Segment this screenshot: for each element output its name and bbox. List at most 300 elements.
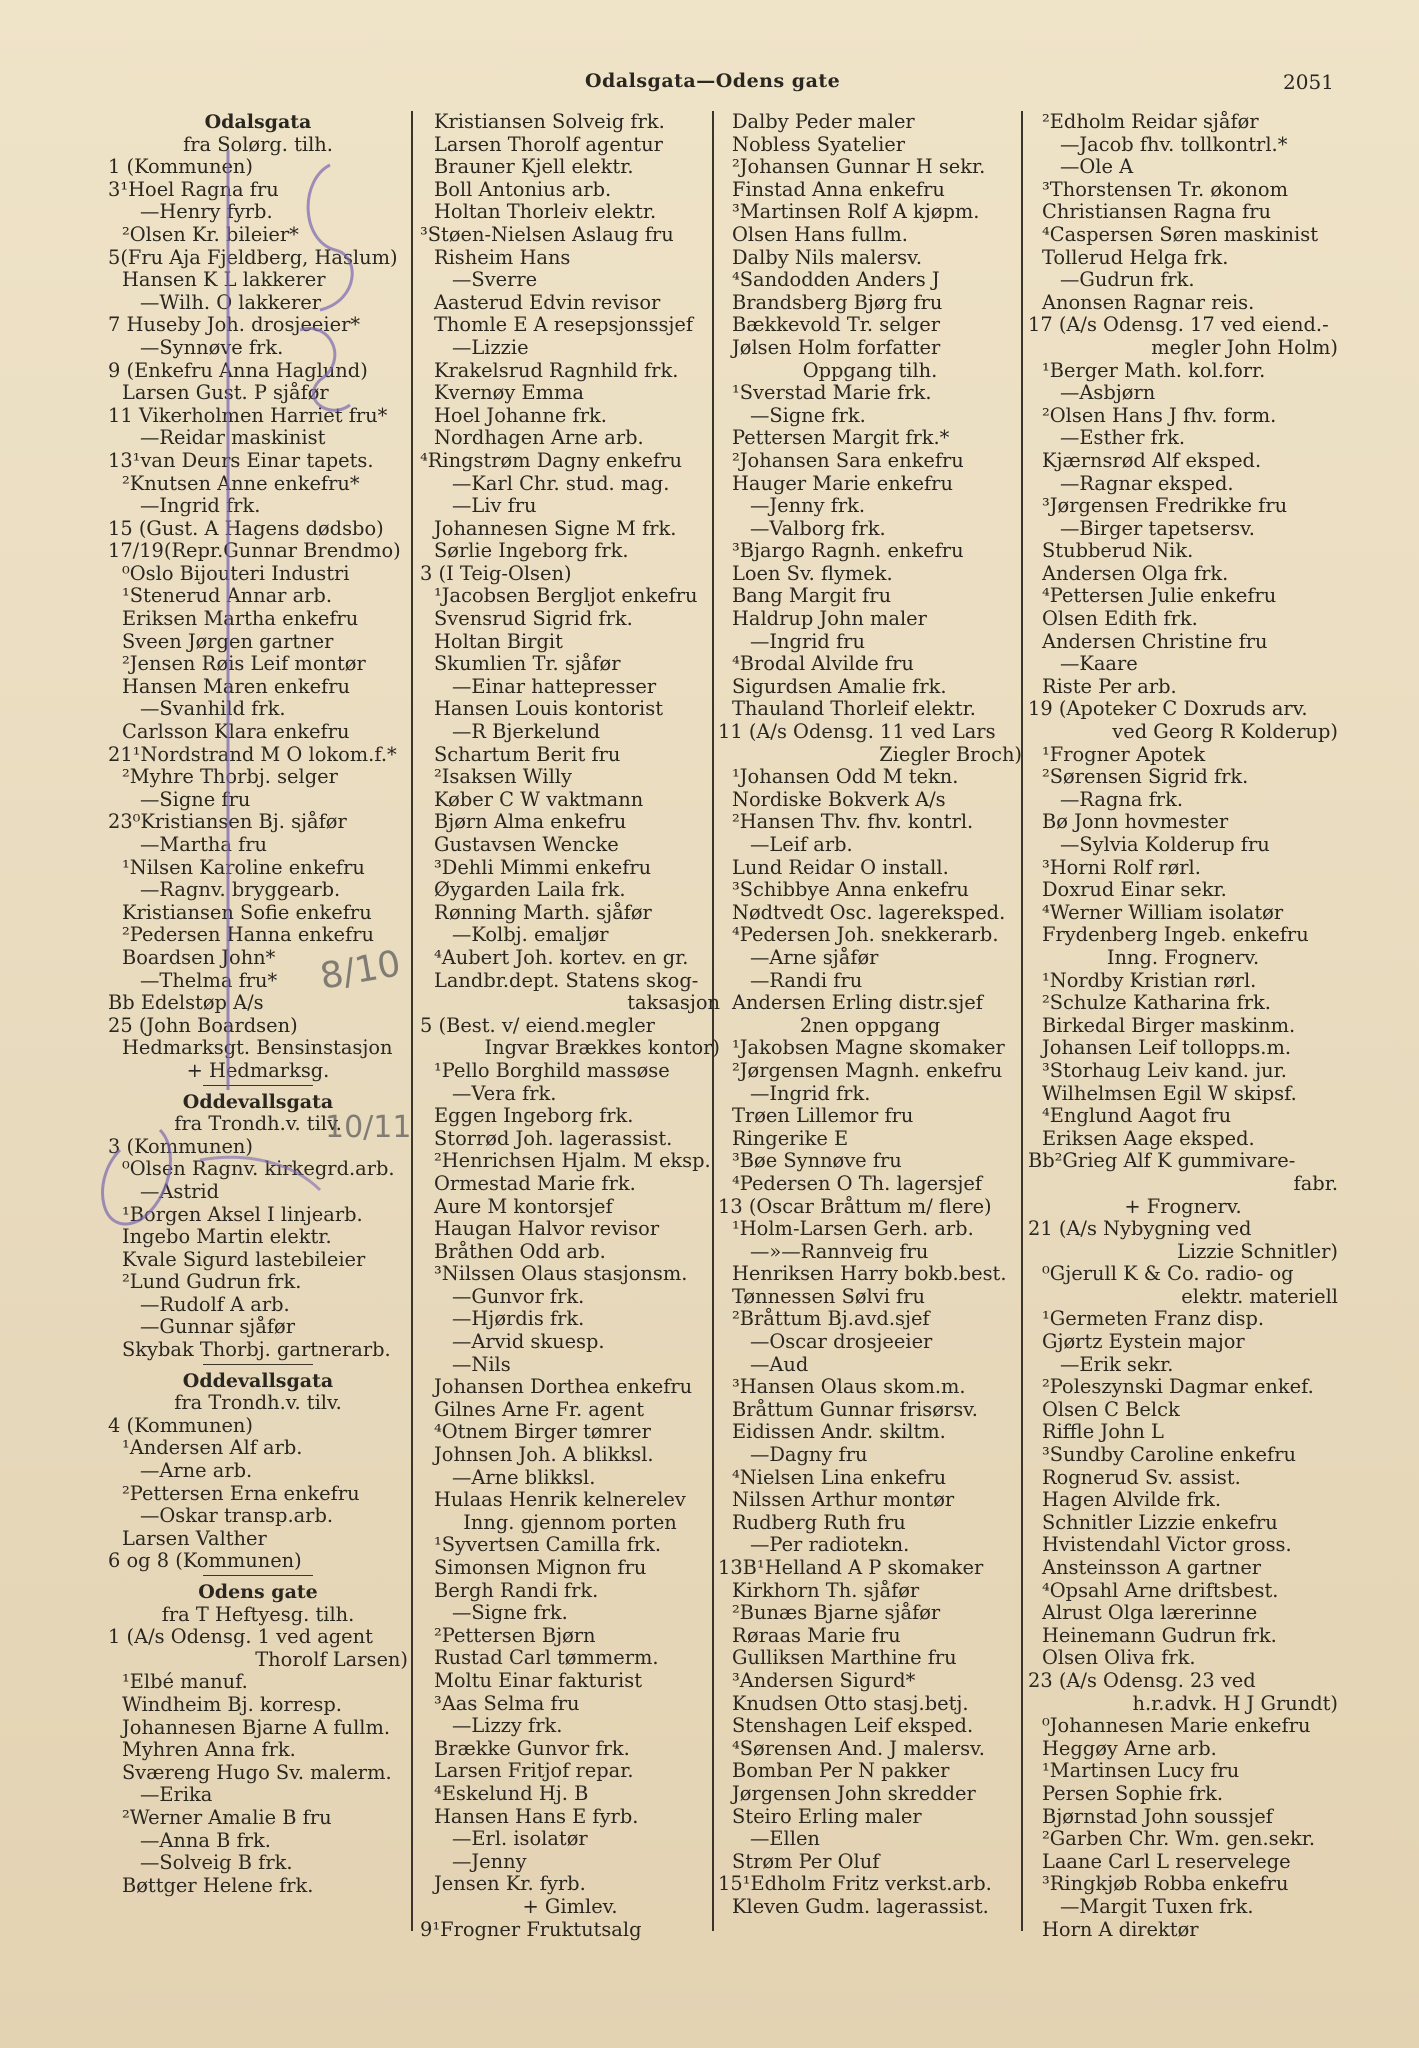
directory-entry: ³Hansen Olaus skom.m. xyxy=(732,1376,966,1399)
directory-entry: ¹Frogner Apotek xyxy=(1042,743,1206,766)
directory-entry: —Oscar drosjeeier xyxy=(750,1331,933,1354)
directory-entry: —Aud xyxy=(750,1353,809,1376)
directory-entry: Bøttger Helene frk. xyxy=(122,1874,314,1897)
directory-entry: ¹Germeten Franz disp. xyxy=(1042,1308,1265,1331)
directory-entry: —Svanhild frk. xyxy=(140,698,286,721)
directory-entry: Kristiansen Sofie enkefru xyxy=(122,901,372,924)
street-heading: Oddevallsgata xyxy=(182,1090,334,1113)
directory-entry: ²Johansen Gunnar H sekr. xyxy=(732,156,986,179)
directory-entry: 15¹Edholm Fritz verkst.arb. xyxy=(718,1873,992,1896)
directory-entry: Loen Sv. flymek. xyxy=(732,562,893,585)
directory-entry: —Randi fru xyxy=(750,969,863,992)
directory-entry: Svensrud Sigrid frk. xyxy=(434,608,633,631)
directory-entry: Laane Carl L reservelege xyxy=(1042,1850,1291,1873)
directory-entry: ⁴Werner William isolatør xyxy=(1042,901,1284,924)
directory-entry: Skybak Thorbj. gartnerarb. xyxy=(122,1339,391,1362)
directory-entry: —Einar hattepresser xyxy=(452,675,657,698)
directory-entry: Bækkevold Tr. selger xyxy=(732,314,941,337)
directory-entry: Persen Sophie frk. xyxy=(1042,1782,1224,1805)
directory-entry: Sigurdsen Amalie frk. xyxy=(732,675,947,698)
directory-entry: —Karl Chr. stud. mag. xyxy=(452,472,670,495)
directory-entry: —R Bjerkelund xyxy=(452,721,600,744)
directory-entry: ²Hansen Thv. fhv. kontrl. xyxy=(732,811,974,834)
directory-entry: ²Sørensen Sigrid frk. xyxy=(1042,766,1249,789)
directory-entry: Schnitler Lizzie enkefru xyxy=(1042,1511,1278,1534)
directory-entry: ²Poleszynski Dagmar enkef. xyxy=(1042,1376,1314,1399)
directory-entry: Johnsen Joh. A blikksl. xyxy=(434,1444,654,1467)
directory-entry: Tollerud Helga frk. xyxy=(1042,246,1229,269)
directory-entry: 23⁰Kristiansen Bj. sjåfør xyxy=(108,811,347,834)
directory-entry: Nilssen Arthur montør xyxy=(732,1489,955,1512)
directory-entry: Nobless Syatelier xyxy=(732,133,906,156)
directory-entry: ²Jørgensen Magnh. enkefru xyxy=(732,1059,1003,1082)
directory-entry: Storrød Joh. lagerassist. xyxy=(434,1127,673,1150)
directory-entry: Riffle John L xyxy=(1042,1421,1164,1444)
directory-entry: ²Garben Chr. Wm. gen.sekr. xyxy=(1042,1828,1316,1851)
directory-entry: Schartum Berit fru xyxy=(434,743,621,766)
directory-entry: Hedmarksgt. Bensinstasjon xyxy=(122,1037,393,1060)
directory-entry: Olsen Hans fullm. xyxy=(732,223,908,246)
directory-entry: ¹Andersen Alf arb. xyxy=(122,1437,303,1460)
directory-entry: Doxrud Einar sekr. xyxy=(1042,879,1227,902)
directory-entry: —Ole A xyxy=(1060,156,1134,179)
directory-entry: ⁴Brodal Alvilde fru xyxy=(732,653,914,676)
directory-entry: Aasterud Edvin revisor xyxy=(434,291,661,314)
directory-entry: —Reidar maskinist xyxy=(140,427,326,450)
directory-entry: Thauland Thorleif elektr. xyxy=(732,698,976,721)
directory-entry: Johannesen Signe M frk. xyxy=(434,517,677,540)
directory-entry: —»—Rannveig fru xyxy=(750,1240,929,1263)
directory-entry: —Asbjørn xyxy=(1060,382,1156,405)
directory-entry: ¹Borgen Aksel I linjearb. xyxy=(122,1203,363,1226)
directory-entry: Hulaas Henrik kelnerelev xyxy=(434,1489,686,1512)
directory-entry: ²Johansen Sara enkefru xyxy=(732,449,964,472)
directory-entry: Tønnessen Sølvi fru xyxy=(732,1285,925,1308)
directory-entry: ³Bjargo Ragnh. enkefru xyxy=(732,540,964,563)
directory-entry: Larsen Thorolf agentur xyxy=(434,133,663,156)
directory-entry: Kleven Gudm. lagerassist. xyxy=(732,1895,989,1918)
directory-entry: Ziegler Broch) xyxy=(879,743,1022,766)
directory-entry: 23 (A/s Odensg. 23 ved xyxy=(1028,1669,1256,1692)
directory-entry: ¹Nordby Kristian rørl. xyxy=(1042,969,1257,992)
directory-entry: —Erl. isolatør xyxy=(452,1828,588,1851)
directory-entry: Horn A direktør xyxy=(1042,1918,1199,1941)
directory-entry: ¹Jacobsen Bergljot enkefru xyxy=(434,585,698,608)
directory-entry: ²Edholm Reidar sjåfør xyxy=(1042,111,1259,133)
directory-entry: Stenshagen Leif eksped. xyxy=(732,1715,974,1738)
directory-entry: 7 Huseby Joh. drosjeeier* xyxy=(108,314,361,337)
directory-entry: Haugan Halvor revisor xyxy=(434,1218,660,1241)
directory-entry: Hansen Hans E fyrb. xyxy=(434,1805,639,1828)
column-3 xyxy=(718,111,1022,1919)
directory-entry: —Gunvor frk. xyxy=(452,1285,585,1308)
directory-entry: Røraas Marie fru xyxy=(732,1624,901,1647)
directory-entry: ³Aas Selma fru xyxy=(434,1692,580,1715)
directory-entry: Nødtvedt Osc. lagereksped. xyxy=(732,901,1006,924)
directory-entry: —Erika xyxy=(140,1784,213,1807)
directory-entry: ⁴Ringstrøm Dagny enkefru xyxy=(420,449,682,472)
directory-entry: Hauger Marie enkefru xyxy=(732,472,953,495)
directory-entry: Andersen Christine fru xyxy=(1042,630,1268,653)
directory-entry: Myhren Anna frk. xyxy=(122,1739,296,1762)
directory-entry: —Vera frk. xyxy=(452,1082,557,1105)
directory-entry: Christiansen Ragna fru xyxy=(1042,201,1272,224)
directory-entry: Birkedal Birger maskinm. xyxy=(1042,1014,1296,1037)
directory-entry: + Hedmarksg. xyxy=(186,1059,330,1082)
directory-entry: Steiro Erling maler xyxy=(732,1805,922,1828)
directory-entry: ¹Stenerud Annar arb. xyxy=(122,585,333,608)
directory-entry: ²Pedersen Hanna enkefru xyxy=(122,924,374,947)
directory-entry: ²Olsen Hans J fhv. form. xyxy=(1042,404,1277,427)
directory-entry: 5 (Best. v/ eiend.megler xyxy=(420,1014,655,1037)
directory-entry: Hansen K L lakkerer xyxy=(122,269,326,292)
directory-entry: ¹Jakobsen Magne skomaker xyxy=(732,1037,1005,1060)
directory-entry: ¹Nilsen Karoline enkefru xyxy=(122,856,365,879)
directory-entry: ²Knutsen Anne enkefru* xyxy=(122,472,360,495)
directory-entry: ⁴Pettersen Julie enkefru xyxy=(1042,585,1277,608)
directory-entry: Nordhagen Arne arb. xyxy=(434,427,644,450)
directory-entry: ²Henrichsen Hjalm. M eksp. xyxy=(434,1150,711,1173)
directory-entry: fra Trondh.v. tilv. xyxy=(174,1392,342,1415)
directory-entry: 21 (A/s Nybygning ved xyxy=(1028,1218,1252,1241)
directory-entry: —Per radiotekn. xyxy=(750,1534,910,1557)
directory-entry: ²Myhre Thorbj. selger xyxy=(122,766,338,789)
directory-entry: Brandsberg Bjørg fru xyxy=(732,291,943,314)
directory-entry: ²Pettersen Bjørn xyxy=(434,1624,596,1647)
directory-entry: fra Trondh.v. tilv. xyxy=(174,1113,342,1136)
directory-entry: Bb²Grieg Alf K gummivare- xyxy=(1028,1150,1296,1173)
directory-entry: 17 (A/s Odensg. 17 ved eiend.- xyxy=(1028,314,1329,337)
directory-entry: ²Lund Gudrun frk. xyxy=(122,1271,302,1294)
directory-entry: Frydenberg Ingeb. enkefru xyxy=(1042,924,1309,947)
directory-entry: ⁰Olsen Ragnv. kirkegrd.arb. xyxy=(122,1158,395,1181)
directory-entry: Johansen Leif tollopps.m. xyxy=(1042,1037,1291,1060)
directory-entry: ⁴Sørensen And. J malersv. xyxy=(732,1737,985,1760)
directory-entry: Inng. Frognerv. xyxy=(1106,946,1260,969)
directory-entry: Bang Margit fru xyxy=(732,585,892,608)
directory-entry: —Margit Tuxen frk. xyxy=(1060,1895,1254,1918)
street-heading: Odalsgata xyxy=(204,111,312,133)
directory-entry: 15 (Gust. A Hagens dødsbo) xyxy=(108,517,384,540)
directory-entry: ²Isaksen Willy xyxy=(434,766,572,789)
directory-entry: Eggen Ingeborg frk. xyxy=(434,1105,634,1128)
directory-entry: Kristiansen Solveig frk. xyxy=(434,111,665,133)
street-heading: Oddevallsgata xyxy=(182,1369,334,1392)
directory-entry: Alrust Olga lærerinne xyxy=(1042,1602,1258,1625)
directory-entry: —Astrid xyxy=(140,1180,220,1203)
directory-entry: —Gudrun frk. xyxy=(1060,269,1195,292)
page-number: 2051 xyxy=(1283,70,1334,94)
directory-entry: 1 (Kommunen) xyxy=(108,156,253,179)
directory-entry: ⁴Aubert Joh. kortev. en gr. xyxy=(434,946,689,969)
directory-entry: Rustad Carl tømmerm. xyxy=(434,1647,659,1670)
directory-entry: 3¹Hoel Ragna fru xyxy=(108,178,279,201)
directory-entry: Haldrup John maler xyxy=(732,608,927,631)
directory-entry: Hansen Maren enkefru xyxy=(122,675,350,698)
directory-entry: ¹Syvertsen Camilla frk. xyxy=(434,1534,662,1557)
directory-entry: taksasjon xyxy=(627,992,720,1015)
directory-entry: Lund Reidar O install. xyxy=(732,856,949,879)
directory-entry: Dalby Peder maler xyxy=(732,111,915,133)
directory-entry: ²Jensen Røis Leif montør xyxy=(122,653,366,676)
directory-entry: 1 (A/s Odensg. 1 ved agent xyxy=(108,1626,373,1649)
directory-entry: —Henry fyrb. xyxy=(140,201,273,224)
directory-entry: —Ingrid fru xyxy=(750,630,865,653)
street-heading: Odens gate xyxy=(198,1581,318,1603)
directory-entry: Bråthen Odd arb. xyxy=(434,1240,606,1263)
directory-entry: Ansteinsson A gartner xyxy=(1042,1557,1262,1579)
directory-entry: Eriksen Martha enkefru xyxy=(122,608,359,631)
directory-entry: ³Thorstensen Tr. økonom xyxy=(1042,178,1288,201)
directory-entry: 6 og 8 (Kommunen) xyxy=(108,1550,302,1573)
directory-entry: ²Olsen Kr. bileier* xyxy=(122,223,299,246)
directory-entry: —Esther frk. xyxy=(1060,427,1186,450)
directory-entry: —Arne sjåfør xyxy=(750,946,879,969)
directory-entry: 13 (Oscar Bråttum m/ flere) xyxy=(718,1195,992,1218)
directory-entry: —Rudolf A arb. xyxy=(140,1293,290,1316)
directory-entry: ved Georg R Kolderup) xyxy=(1112,721,1338,744)
directory-entry: ⁴Pedersen Joh. snekkerarb. xyxy=(732,924,999,947)
directory-entry: 4 (Kommunen) xyxy=(108,1414,253,1437)
directory-entry: Hvistendahl Victor gross. xyxy=(1042,1534,1292,1557)
directory-entry: —Ragna frk. xyxy=(1060,788,1183,811)
directory-entry: —Martha fru xyxy=(140,834,268,856)
directory-entry: —Sylvia Kolderup fru xyxy=(1060,834,1270,856)
directory-entry: Strøm Per Oluf xyxy=(732,1850,880,1873)
directory-entry: 5(Fru Aja Fjeldberg, Haslum) xyxy=(108,246,398,269)
directory-entry: Stubberud Nik. xyxy=(1042,540,1194,563)
directory-entry: Hoel Johanne frk. xyxy=(434,404,607,427)
directory-entry: Ingvar Brækkes kontor) xyxy=(484,1037,720,1060)
directory-entry: —Synnøve frk. xyxy=(140,336,284,359)
directory-entry: Ormestad Marie frk. xyxy=(434,1172,636,1195)
directory-entry: Dalby Nils malersv. xyxy=(732,246,922,269)
directory-entry: + Gimlev. xyxy=(522,1895,618,1918)
directory-entry: Landbr.dept. Statens skog- xyxy=(434,969,699,992)
directory-entry: Brække Gunvor frk. xyxy=(434,1737,630,1760)
directory-entry: ³Andersen Sigurd* xyxy=(732,1669,916,1692)
directory-entry: 3 (I Teig-Olsen) xyxy=(420,562,572,585)
directory-entry: ³Ringkjøb Robba enkefru xyxy=(1042,1873,1289,1896)
directory-entry: ¹Elbé manuf. xyxy=(122,1671,248,1694)
directory-entry: —Ellen xyxy=(750,1828,820,1851)
directory-entry: Lizzie Schnitler) xyxy=(1177,1240,1338,1263)
pencil-annotation: 8/10 xyxy=(317,943,404,998)
directory-entry: Olsen Oliva frk. xyxy=(1042,1647,1196,1670)
directory-entry: Windheim Bj. korresp. xyxy=(122,1693,342,1716)
directory-entry: Jørgensen John skredder xyxy=(732,1782,976,1805)
directory-entry: Hagen Alvilde frk. xyxy=(1042,1489,1221,1512)
directory-entry: Køber C W vaktmann xyxy=(434,788,644,811)
directory-entry: Moltu Einar fakturist xyxy=(434,1669,642,1692)
directory-entry: Bjørnstad John soussjef xyxy=(1042,1805,1273,1828)
directory-entry: Gulliksen Marthine fru xyxy=(732,1647,957,1670)
directory-entry: Johannesen Bjarne A fullm. xyxy=(122,1716,391,1739)
directory-entry: Eriksen Aage eksped. xyxy=(1042,1127,1255,1150)
directory-entry: Nordiske Bokverk A/s xyxy=(732,788,946,811)
directory-entry: 2nen oppgang xyxy=(799,1014,941,1037)
directory-entry: Jensen Kr. fyrb. xyxy=(434,1873,586,1896)
directory-entry: Oppgang tilh. xyxy=(802,359,938,382)
directory-entry: 17/19(Repr.Gunnar Brendmo) xyxy=(108,540,401,563)
directory-entry: ¹Pello Borghild massøse xyxy=(434,1059,670,1082)
directory-entry: Holtan Birgit xyxy=(434,630,563,653)
directory-entry: —Arne blikksl. xyxy=(452,1466,596,1489)
directory-entry: ²Pettersen Erna enkefru xyxy=(122,1482,360,1505)
directory-entry: Larsen Gust. P sjåfør xyxy=(122,382,329,405)
directory-entry: Brauner Kjell elektr. xyxy=(434,156,634,179)
directory-entry: fra T Heftyesg. tilh. xyxy=(161,1603,355,1626)
directory-entry: Hansen Louis kontorist xyxy=(434,698,663,721)
directory-entry: ⁴Nielsen Lina enkefru xyxy=(732,1466,947,1489)
directory-entry: —Kolbj. emaljør xyxy=(452,924,609,947)
directory-entry: Inng. gjennom porten xyxy=(463,1511,677,1534)
directory-entry: Ingebo Martin elektr. xyxy=(122,1226,332,1249)
column-1 xyxy=(108,111,408,1897)
directory-entry: ³Nilssen Olaus stasjonsm. xyxy=(434,1263,688,1286)
directory-entry: ⁴Eskelund Hj. B xyxy=(434,1782,589,1805)
directory-entry: —Thelma fru* xyxy=(140,969,278,992)
directory-entry: Bråttum Gunnar frisørsv. xyxy=(732,1398,978,1421)
directory-entry: Carlsson Klara enkefru xyxy=(122,721,350,744)
directory-entry: 11 (A/s Odensg. 11 ved Lars xyxy=(718,721,996,744)
directory-entry: Ringerike E xyxy=(732,1127,849,1150)
directory-entry: Rønning Marth. sjåfør xyxy=(434,901,652,924)
page-title: Odalsgata—Odens gate xyxy=(585,70,841,92)
directory-entry: —Hjørdis frk. xyxy=(452,1308,585,1331)
directory-entry: —Arvid skuesp. xyxy=(452,1331,605,1354)
directory-entry: Skumlien Tr. sjåfør xyxy=(434,653,621,676)
column-divider xyxy=(411,111,413,1931)
directory-entry: Boll Antonius arb. xyxy=(434,178,612,201)
directory-entry: Boardsen John* xyxy=(122,946,276,969)
directory-entry: ³Støen-Nielsen Aslaug fru xyxy=(420,223,674,246)
directory-entry: —Signe frk. xyxy=(452,1602,568,1625)
directory-entry: Olsen Edith frk. xyxy=(1042,608,1198,631)
directory-entry: Kvernøy Emma xyxy=(434,382,584,405)
directory-entry: Bjørn Alma enkefru xyxy=(434,811,627,834)
directory-entry: —Kaare xyxy=(1060,653,1138,676)
directory-entry: Gustavsen Wencke xyxy=(434,834,619,856)
directory-entry: —Ingrid frk. xyxy=(140,495,261,518)
directory-entry: —Liv fru xyxy=(452,495,537,518)
directory-entry: Henriksen Harry bokb.best. xyxy=(732,1263,1007,1286)
directory-entry: Bø Jonn hovmester xyxy=(1042,811,1229,834)
directory-entry: ³Bøe Synnøve fru xyxy=(732,1150,902,1173)
directory-entry: ¹Martinsen Lucy fru xyxy=(1042,1760,1240,1783)
directory-entry: Kirkhorn Th. sjåfør xyxy=(732,1579,920,1602)
directory-entry: ³Dehli Mimmi enkefru xyxy=(434,856,652,879)
directory-entry: —Gunnar sjåfør xyxy=(140,1316,295,1339)
directory-entry: Trøen Lillemor fru xyxy=(732,1105,914,1128)
directory-entry: Sværeng Hugo Sv. malerm. xyxy=(122,1761,392,1784)
directory-entry: Andersen Erling distr.sjef xyxy=(732,992,983,1015)
directory-entry: —Erik sekr. xyxy=(1060,1353,1174,1376)
directory-entry: ²Bråttum Bj.avd.sjef xyxy=(732,1308,930,1331)
directory-entry: —Ingrid frk. xyxy=(750,1082,871,1105)
directory-entry: Bomban Per N pakker xyxy=(732,1760,950,1783)
directory-entry: ¹Holm-Larsen Gerh. arb. xyxy=(732,1218,974,1241)
directory-entry: Riste Per arb. xyxy=(1042,675,1177,698)
directory-entry: —Signe frk. xyxy=(750,404,866,427)
directory-entry: Kvale Sigurd lastebileier xyxy=(122,1248,366,1271)
directory-entry: ⁴Sandodden Anders J xyxy=(732,269,940,292)
directory-entry: ¹Sverstad Marie frk. xyxy=(732,382,932,405)
directory-entry: fabr. xyxy=(1293,1172,1338,1195)
directory-entry: Gilnes Arne Fr. agent xyxy=(434,1398,645,1421)
directory-entry: 11 Vikerholmen Harriet fru* xyxy=(108,404,388,427)
directory-entry: ⁰Oslo Bijouteri Industri xyxy=(122,562,350,585)
directory-entry: ¹Berger Math. kol.forr. xyxy=(1042,359,1266,382)
directory-entry: ²Bunæs Bjarne sjåfør xyxy=(732,1602,941,1625)
directory-entry: ²Schulze Katharina frk. xyxy=(1042,992,1271,1015)
directory-entry: Aure M kontorsjef xyxy=(434,1195,613,1218)
directory-entry: Johansen Dorthea enkefru xyxy=(434,1376,693,1399)
directory-entry: ⁴Opsahl Arne driftsbest. xyxy=(1042,1579,1279,1602)
directory-entry: Heggøy Arne arb. xyxy=(1042,1737,1217,1760)
directory-entry: + Frognerv. xyxy=(1124,1195,1242,1218)
directory-entry: Olsen C Belck xyxy=(1042,1398,1180,1421)
directory-entry: —Wilh. O lakkerer xyxy=(140,291,322,314)
directory-entry: Kjærnsrød Alf eksped. xyxy=(1042,449,1262,472)
directory-entry: Gjørtz Eystein major xyxy=(1042,1331,1245,1354)
directory-entry: —Oskar transp.arb. xyxy=(140,1505,334,1528)
directory-entry: Sveen Jørgen gartner xyxy=(122,630,334,653)
directory-entry: Finstad Anna enkefru xyxy=(732,178,945,201)
directory-entry: 9¹Frogner Fruktutsalg xyxy=(420,1918,642,1941)
pencil-annotation: 10/11 xyxy=(325,1110,412,1145)
directory-entry: 3 (Kommunen) xyxy=(108,1135,253,1158)
directory-entry: —Anna B frk. xyxy=(140,1829,271,1852)
directory-entry: Larsen Valther xyxy=(122,1527,267,1550)
directory-entry: ⁰Gjerull K & Co. radio- og xyxy=(1042,1263,1294,1286)
directory-entry: ⁴Pedersen O Th. lagersjef xyxy=(732,1172,983,1195)
directory-entry: ²Werner Amalie B fru xyxy=(122,1806,332,1829)
directory-entry: —Signe fru xyxy=(140,788,251,811)
directory-entry: ³Storhaug Leiv kand. jur. xyxy=(1042,1059,1287,1082)
directory-entry: Pettersen Margit frk.* xyxy=(732,427,950,450)
directory-entry: —Lizzy frk. xyxy=(452,1715,563,1738)
directory-entry: Rognerud Sv. assist. xyxy=(1042,1466,1241,1489)
directory-entry: —Solveig B frk. xyxy=(140,1852,293,1875)
directory-entry: —Lizzie xyxy=(452,336,529,359)
directory-entry: 13B¹Helland A P skomaker xyxy=(718,1557,984,1579)
directory-entry: —Ragnv. bryggearb. xyxy=(140,879,341,902)
directory-entry: —Jacob fhv. tollkontrl.* xyxy=(1060,133,1288,156)
directory-entry: —Nils xyxy=(452,1353,511,1376)
directory-entry: ¹Johansen Odd M tekn. xyxy=(732,766,959,789)
directory-entry: ³Horni Rolf rørl. xyxy=(1042,856,1201,879)
directory-entry: Knudsen Otto stasj.betj. xyxy=(732,1692,969,1715)
directory-entry: Krakelsrud Ragnhild frk. xyxy=(434,359,679,382)
directory-entry: Holtan Thorleiv elektr. xyxy=(434,201,657,224)
directory-entry: ⁴Caspersen Søren maskinist xyxy=(1042,223,1318,246)
directory-entry: ³Sundby Caroline enkefru xyxy=(1042,1444,1296,1467)
directory-entry: —Birger tapetsersv. xyxy=(1060,517,1255,540)
directory-entry: —Valborg frk. xyxy=(750,517,886,540)
column-2 xyxy=(420,111,720,1941)
directory-entry: —Ragnar eksped. xyxy=(1060,472,1234,495)
directory-entry: Simonsen Mignon fru xyxy=(434,1557,647,1579)
column-4 xyxy=(1028,111,1338,1941)
directory-entry: Sørlie Ingeborg frk. xyxy=(434,540,629,563)
directory-entry: 13¹van Deurs Einar tapets. xyxy=(108,449,374,472)
directory-entry: ³Jørgensen Fredrikke fru xyxy=(1042,495,1288,518)
directory-entry: —Dagny fru xyxy=(750,1444,868,1467)
directory-entry: —Arne arb. xyxy=(140,1460,253,1483)
directory-entry: megler John Holm) xyxy=(1151,336,1338,359)
directory-entry: Andersen Olga frk. xyxy=(1042,562,1229,585)
